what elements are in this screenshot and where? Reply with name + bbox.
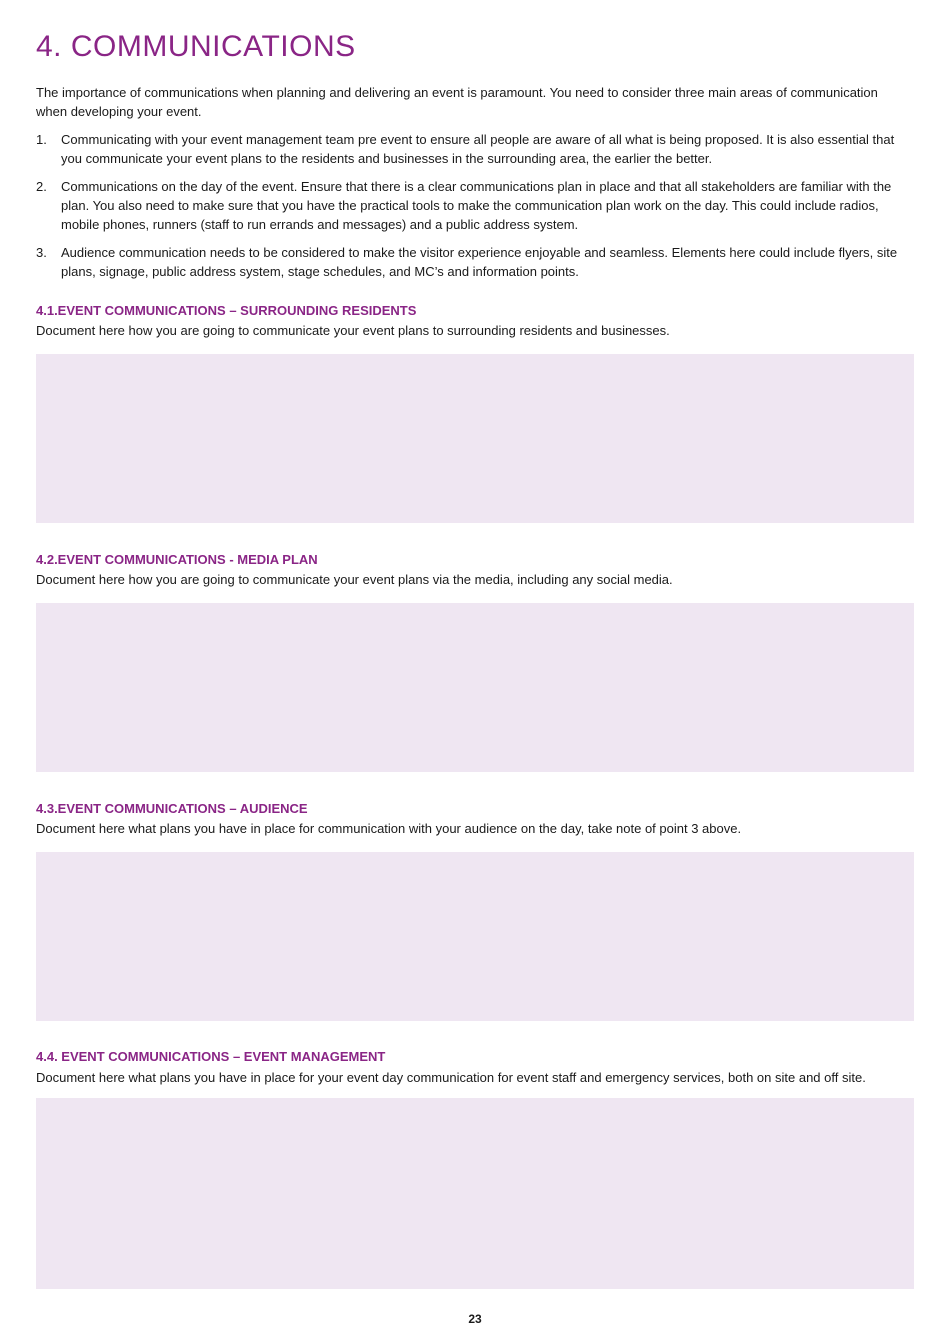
intro-paragraph: The importance of communications when planning and delivering an event is paramount. You need to consider three main areas of communication when developing your event. [36,85,878,119]
list-item-text: Communications on the day of the event. Ensure that there is a clear communications plan in place and that all stakeholders are familiar with the plan. You also need to make sure that you have the practical tools to make the communication plan work on the day. This could include radios, mobile phones, runners (staff to run errands and messages) and a public address system. [61,179,892,232]
list-item [36,243,914,281]
section-heading-event-management: 4.4. EVENT COMMUNICATIONS – EVENT MANAGEMENT [36,1049,386,1064]
answer-box-media-plan[interactable] [36,603,914,772]
answer-box-audience[interactable] [36,852,914,1021]
list-item-number: 2. [36,179,47,194]
section-description-audience: Document here what plans you have in place for communication with your audience on the day, take note of point 3 above. [36,821,742,836]
list-item-number: 1. [36,132,47,147]
section-heading-residents: 4.1.EVENT COMMUNICATIONS – SURROUNDING RESIDENTS [36,303,417,318]
page-number: 23 [468,1312,482,1326]
list-item [36,130,914,168]
list-item-number: 3. [36,245,47,260]
list-item-text: Communicating with your event management team pre event to ensure all people are aware of all what is being proposed. It is also essential that you communicate your event plans to the residents and businesses in the surrounding area, the earlier the better. [61,132,895,166]
list-item-text: Audience communication needs to be considered to make the visitor experience enjoyable and seamless. Elements here could include flyers, site plans, signage, public address system, stage schedules, and MC’s and information points. [61,245,898,279]
section-heading-media-plan: 4.2.EVENT COMMUNICATIONS - MEDIA PLAN [36,552,318,567]
answer-box-residents[interactable] [36,354,914,523]
section-description-media-plan: Document here how you are going to communicate your event plans via the media, including any social media. [36,572,673,587]
section-heading-audience: 4.3.EVENT COMMUNICATIONS – AUDIENCE [36,801,308,816]
page-title: 4. COMMUNICATIONS [36,30,356,63]
section-description-residents: Document here how you are going to communicate your event plans to surrounding residents and businesses. [36,323,670,338]
communication-areas-list [36,130,914,290]
list-item [36,177,914,234]
section-description-event-management: Document here what plans you have in place for your event day communication for event staff and emergency services, both on site and off site. [36,1070,866,1085]
answer-box-event-management[interactable] [36,1098,914,1289]
